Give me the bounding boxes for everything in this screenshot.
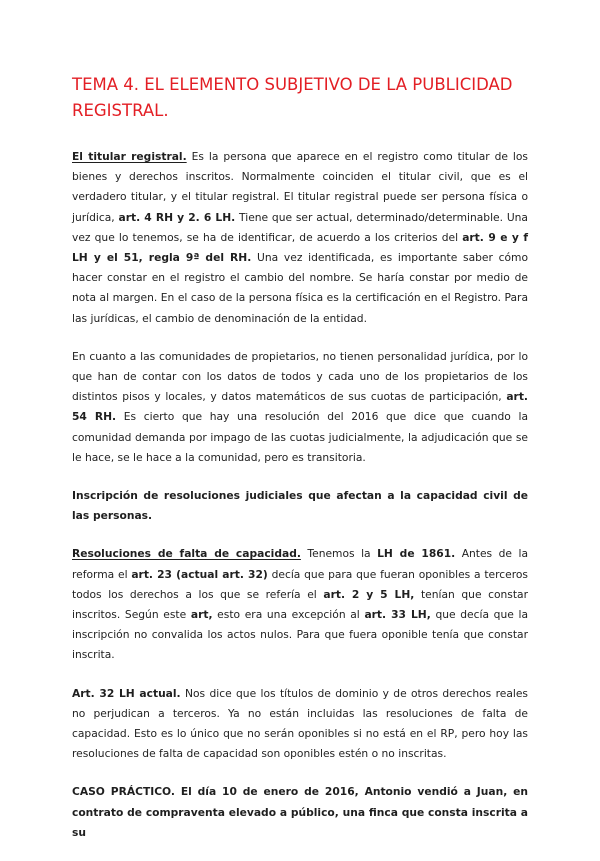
document-body (72, 147, 528, 843)
paragraph-text: esto era una excepción al (212, 608, 365, 622)
paragraph-text: Tenemos la (300, 547, 378, 561)
bold-reference: art. 33 LH, (364, 608, 431, 622)
bold-reference: art. 9 e y f LH y el 51, regla 9ª del RH. (72, 230, 528, 265)
bold-reference: art. 54 RH. (72, 390, 528, 424)
paragraph (72, 782, 528, 843)
bold-reference: CASO PRÁCTICO. El día 10 de enero de 2016, Antonio vendió a Juan, en contrato de compraventa elevado a público, una finca que consta inscrita a su (72, 785, 528, 839)
paragraph (72, 544, 528, 665)
paragraph-text: que decía que la inscripción no convalida los actos nulos. Para que fuera oponible tenía que constar inscrita. (72, 608, 528, 662)
underlined-heading: El titular registral. (72, 150, 187, 163)
paragraph-text: Nos dice que los títulos de dominio y de otros derechos reales no perjudican a terceros. Ya no están incluidas las resoluciones de falta de capacidad. Esto es lo único que no serán oponibles si no está en el RP, pero hoy las resoluciones de falta de capacidad son oponibles estén o no inscritas. (72, 686, 528, 761)
underlined-heading: Resoluciones de falta de capacidad. (72, 547, 301, 561)
paragraph-text: Antes de la reforma el (72, 547, 528, 581)
bold-reference: art. 23 (actual art. 32) (131, 567, 268, 581)
paragraph-text: Una vez identificada, es importante saber cómo hacer constar en el registro el cambio del nombre. Se haría constar por medio de nota al margen. En el caso de la persona física es la certificación en el Registro. Para las jurídicas, el cambio de denominación de la entidad. (72, 251, 529, 325)
bold-reference: LH de 1861. (377, 547, 456, 561)
paragraph-text: Tiene que ser actual, determinado/determinable. Una vez que lo tenemos, se ha de identificar, de acuerdo a los criterios del (72, 210, 528, 244)
bold-reference: art. 4 RH y 2. 6 LH. (118, 210, 236, 224)
paragraph-text: Es la persona que aparece en el registro como titular de los bienes y derechos inscritos. Normalmente coinciden el titular civil, que es el verdadero titular, y el titular registral. El titular registral puede ser persona física o jurídica, (72, 150, 528, 224)
bold-reference: Inscripción de resoluciones judiciales que afectan a la capacidad civil de las personas. (72, 489, 528, 523)
paragraph (72, 347, 528, 468)
paragraph-text: En cuanto a las comunidades de propietarios, no tienen personalidad jurídica, por lo que han de contar con los datos de todos y cada uno de los propietarios de los distintos pisos y locales, y datos matemáticos de sus cuotas de participación, (72, 349, 528, 404)
paragraph-text: Es cierto que hay una resolución del 2016 que dice que cuando la comunidad demanda por impago de las cuotas judicialmente, la adjudicación que se le hace, se le hace a la comunidad, pero es transitoria. (72, 410, 528, 464)
paragraph-text: tenían que constar inscritos. Según este (72, 587, 529, 622)
paragraph (72, 486, 528, 526)
paragraph (72, 147, 528, 329)
document-title: TEMA 4. EL ELEMENTO SUBJETIVO DE LA PUBLICIDAD REGISTRAL. (72, 75, 513, 120)
bold-reference: Art. 32 LH actual. (72, 686, 181, 700)
paragraph-text: decía que para que fueran oponibles a terceros todos los derechos a los que se refería el (72, 567, 528, 601)
bold-reference: art, (190, 608, 213, 622)
document-page (72, 72, 528, 861)
paragraph (72, 684, 528, 765)
bold-reference: art. 2 y 5 LH, (323, 587, 415, 601)
